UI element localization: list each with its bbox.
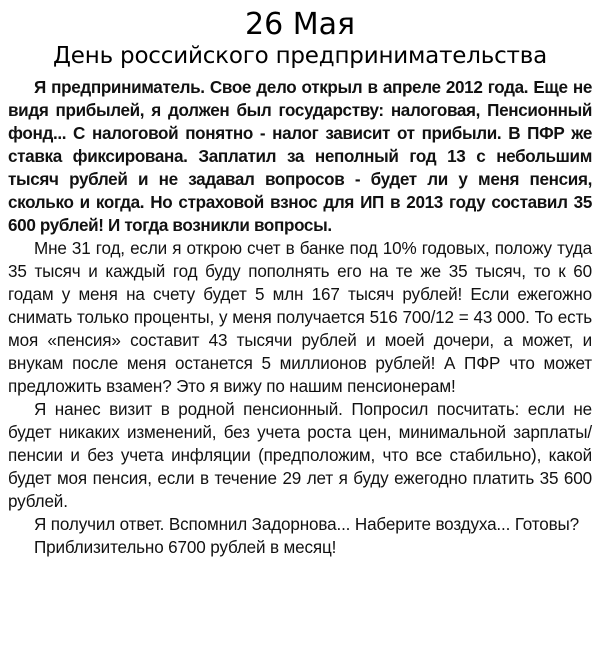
article-lead-paragraph: Я предприниматель. Свое дело открыл в апреле 2012 года. Еще не видя прибылей, я должен был государству: налоговая, Пенсионный фонд... С налоговой понятно - налог зависит от прибыли. В ПФР же ставка фиксирована. Заплатил за неполный год 13 с небольшим тысяч рублей и не задавал вопросов - будет ли у меня пенсия, сколько и когда. Но страховой взнос для ИП в 2013 году составил 35 600 рублей! И тогда возникли вопросы. [8, 78, 592, 235]
article-paragraph: Мне 31 год, если я открою счет в банке под 10% годовых, положу туда 35 тысяч и каждый год буду пополнять его на те же 35 тысяч, то к 60 годам у меня на счету будет 5 млн 167 тысяч рублей! Если ежегожно снимать только проценты, у меня получается 516 700/12 = 43 000. То есть моя «пенсия» составит 43 тысячи рублей и моей дочери, а может, и внукам после меня останется 5 миллионов рублей! А ПФР что может предложить взамен? Это я вижу по нашим пенсионерам! [8, 239, 592, 396]
article-paragraph: Я нанес визит в родной пенсионный. Попросил посчитать: если не будет никаких изменений, без учета роста цен, минимальной зарплаты/пенсии и без учета инфляции (предположим, что все стабильно), какой будет моя пенсия, если в течение 29 лет я буду ежегодно платить 35 600 рублей. [8, 400, 592, 511]
page-title-date: 26 Мая [244, 7, 356, 42]
article-body [8, 76, 592, 559]
article-paragraph: Приблизительно 6700 рублей в месяц! [34, 538, 337, 557]
article-paragraph: Я получил ответ. Вспомнил Задорнова... Наберите воздуха... Готовы? [34, 515, 580, 534]
page-subtitle-holiday: День российского предпринимательства [53, 43, 547, 69]
